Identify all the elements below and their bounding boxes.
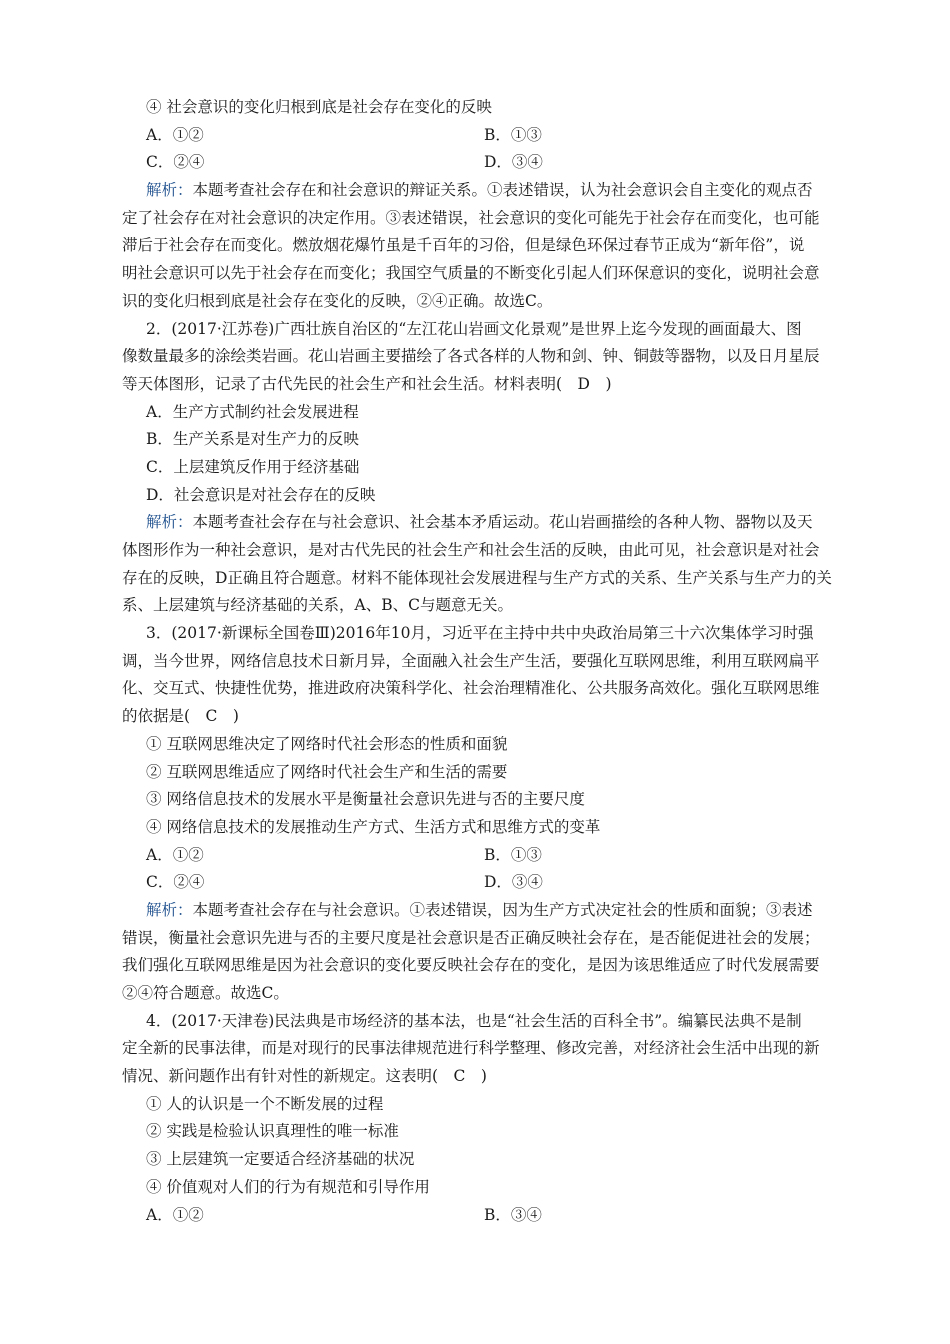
analysis-first-line — [122, 509, 862, 537]
option-row — [122, 1202, 862, 1230]
question-stem-line: 的依据是( C ) — [122, 707, 239, 726]
question-stem-line: 情况、新问题作出有针对性的新规定。这表明( C ) — [122, 1067, 487, 1086]
choice-item: B．生产关系是对生产力的反映 — [146, 430, 359, 449]
analysis-text: 本题考查社会存在与社会意识、社会基本矛盾运动。花山岩画描绘的各种人物、器物以及天 — [192, 513, 813, 532]
option-choice: B．①③ — [484, 845, 542, 864]
option-row — [122, 869, 862, 897]
analysis-text-line: 系、上层建筑与经济基础的关系，A、B、C与题意无关。 — [122, 596, 513, 615]
choice-item: D．社会意识是对社会存在的反映 — [146, 485, 376, 504]
analysis-text-line: 存在的反映，D正确且符合题意。材料不能体现社会发展进程与生产方式的关系、生产关系与生产力的关 — [122, 568, 832, 587]
statement-item: ④ 网络信息技术的发展推动生产方式、生活方式和思维方式的变革 — [146, 817, 601, 836]
option-choice: C．②④ — [146, 873, 205, 892]
analysis-text-line: 滞后于社会存在而变化。燃放烟花爆竹虽是千百年的习俗，但是绿色环保过春节正成为“新年俗”，说 — [122, 236, 805, 255]
option-choice: C．②④ — [146, 153, 205, 172]
analysis-text-line: 体图形作为一种社会意识，是对古代先民的社会生产和社会生活的反映，由此可见，社会意识是对社会 — [122, 541, 820, 559]
question-stem-line: 3．(2017·新课标全国卷Ⅲ)2016年10月，习近平在主持中共中央政治局第三十六次集体学习时强 — [146, 624, 814, 643]
analysis-text-line: 定了社会存在对社会意识的决定作用。③表述错误，社会意识的变化可能先于社会存在而变化，也可能 — [122, 208, 820, 227]
question-stem-line: 2．(2017·江苏卷)广西壮族自治区的“左江花山岩画文化景观”是世界上迄今发现的画面最大、图 — [146, 319, 802, 338]
question-stem-line: 等天体图形，记录了古代先民的社会生产和社会生活。材料表明( D ) — [122, 374, 612, 393]
option-row — [122, 122, 862, 150]
question-stem-line: 化、交互式、快捷性优势，推进政府决策科学化、社会治理精准化、公共服务高效化。强化互联网思维 — [122, 679, 820, 698]
option-choice: B．③④ — [484, 1205, 542, 1224]
analysis-first-line — [122, 897, 862, 925]
analysis-text-line: 错误，衡量社会意识先进与否的主要尺度是社会意识是否正确反映社会存在，是否能促进社会的发展； — [122, 928, 820, 947]
statement-item: ③ 网络信息技术的发展水平是衡量社会意识先进与否的主要尺度 — [146, 790, 585, 809]
analysis-text-line: 明社会意识可以先于社会存在而变化；我国空气质量的不断变化引起人们环保意识的变化，说明社会意 — [122, 264, 820, 283]
question-stem-line: 4．(2017·天津卷)民法典是市场经济的基本法，也是“社会生活的百科全书”。编纂民法典不是制 — [146, 1011, 802, 1030]
statement-item: ③ 上层建筑一定要适合经济基础的状况 — [146, 1150, 415, 1169]
option-row — [122, 149, 862, 177]
statement-item: ① 互联网思维决定了网络时代社会形态的性质和面貌 — [146, 734, 508, 753]
question-stem-line: 像数量最多的涂绘类岩画。花山岩画主要描绘了各式各样的人物和剑、钟、铜鼓等器物，以及日月星辰 — [122, 347, 820, 366]
option-row — [122, 842, 862, 870]
statement-item: ① 人的认识是一个不断发展的过程 — [146, 1094, 384, 1113]
statement-item: ② 互联网思维适应了网络时代社会生产和生活的需要 — [146, 762, 508, 781]
question-stem-line: 调，当今世界，网络信息技术日新月异，全面融入社会生产生活，要强化互联网思维，利用互联网扁平 — [122, 651, 820, 670]
statement-item: ④ 价值观对人们的行为有规范和引导作用 — [146, 1177, 430, 1196]
analysis-text-line: 我们强化互联网思维是因为社会意识的变化要反映社会存在的变化，是因为该思维适应了时代发展需要 — [122, 956, 820, 975]
analysis-label: 解析： — [146, 513, 193, 532]
option-choice: D．③④ — [484, 153, 543, 172]
option-choice: A．①② — [146, 1205, 204, 1224]
option-choice: D．③④ — [484, 873, 543, 892]
statement-item: ④ 社会意识的变化归根到底是社会存在变化的反映 — [146, 98, 492, 116]
option-choice: A．①② — [146, 845, 204, 864]
analysis-label: 解析： — [146, 181, 193, 200]
choice-item: C．上层建筑反作用于经济基础 — [146, 457, 360, 476]
analysis-first-line — [122, 177, 862, 205]
analysis-text-line: ②④符合题意。故选C。 — [122, 984, 289, 1002]
choice-item: A．生产方式制约社会发展进程 — [146, 402, 359, 421]
analysis-text-line: 识的变化归根到底是社会存在变化的反映，②④正确。故选C。 — [122, 291, 553, 310]
analysis-label: 解析： — [146, 900, 193, 919]
option-choice: B．①③ — [484, 125, 542, 144]
page-content — [122, 94, 862, 1229]
question-stem-line: 定全新的民事法律，而是对现行的民事法律规范进行科学整理、修改完善，对经济社会生活中出现的新 — [122, 1039, 820, 1058]
option-choice: A．①② — [146, 125, 204, 144]
analysis-text: 本题考查社会存在和社会意识的辩证关系。①表述错误，认为社会意识会自主变化的观点否 — [192, 181, 813, 200]
statement-item: ② 实践是检验认识真理性的唯一标准 — [146, 1122, 399, 1141]
analysis-text: 本题考查社会存在与社会意识。①表述错误，因为生产方式决定社会的性质和面貌；③表述 — [192, 900, 813, 919]
